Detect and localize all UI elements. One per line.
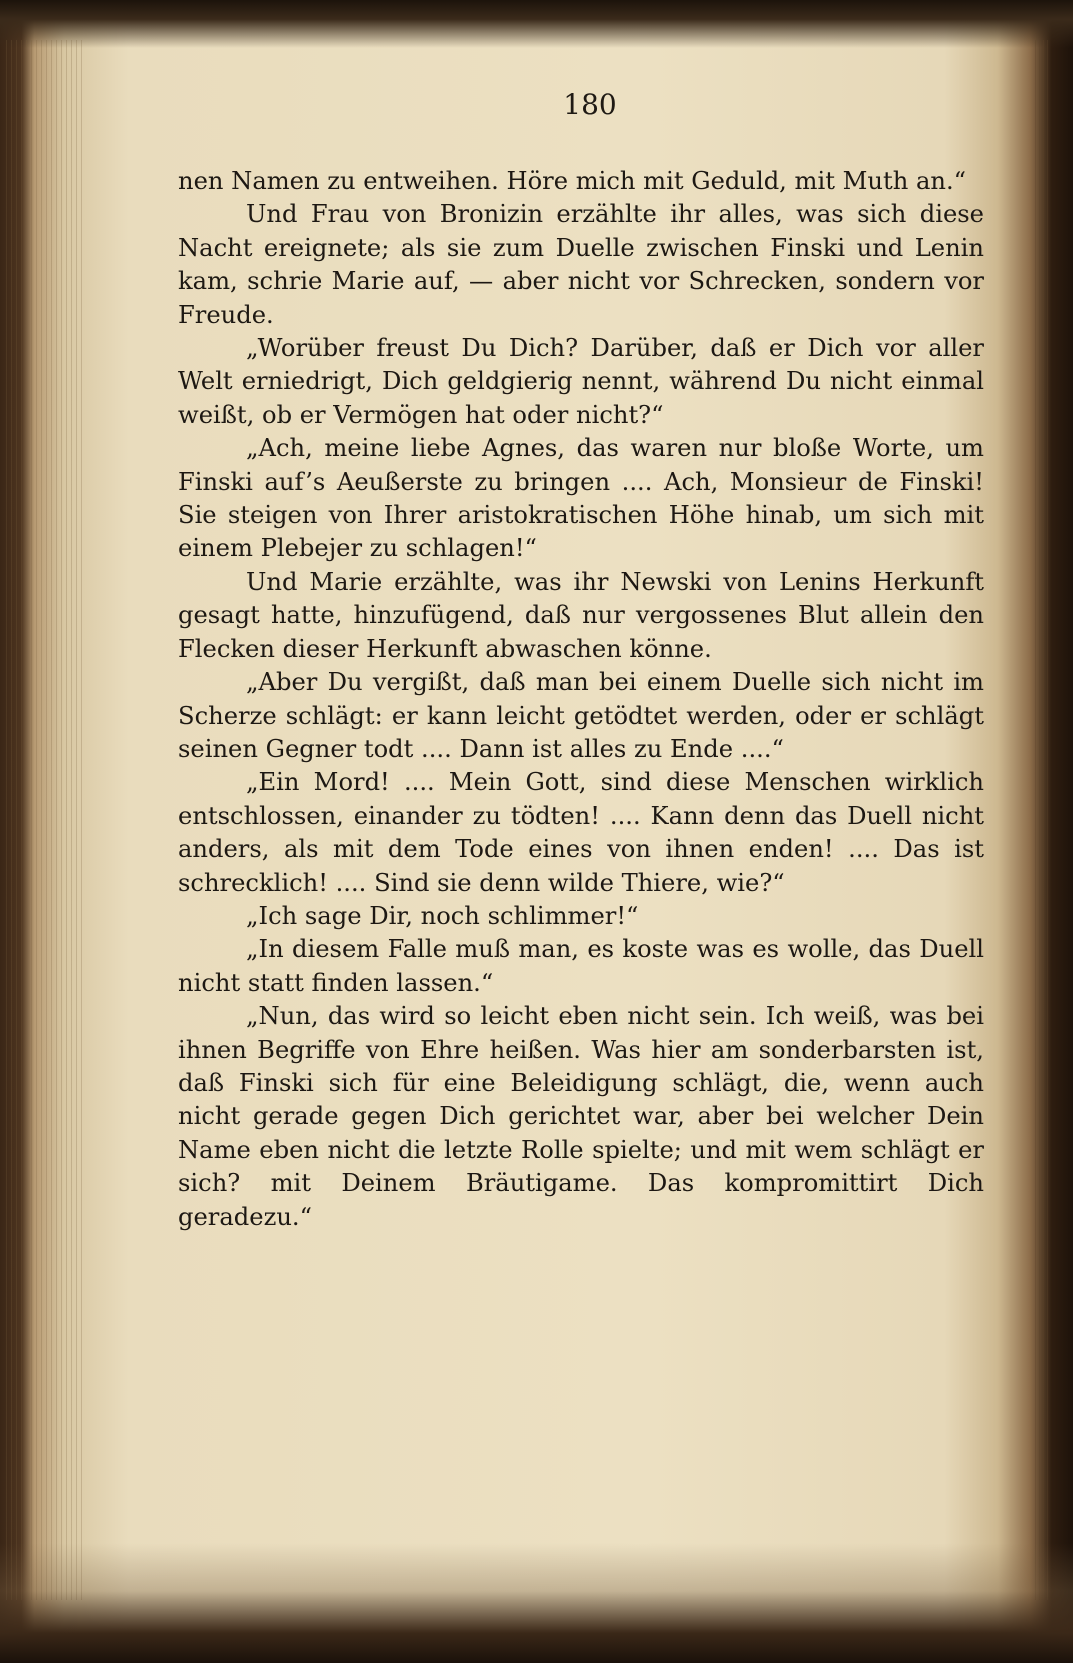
page-number: 180 [563, 88, 617, 121]
page-edges-right [1035, 40, 1051, 1600]
page-edges-left [6, 40, 86, 1600]
paragraph: Und Frau von Bronizin erzählte ihr alles, was sich diese Nacht ereignete; als sie zum Duelle zwischen Finski und Lenin kam, schrie Marie auf, — aber nicht vor Schrecken, sondern vor Freude. [178, 200, 984, 329]
top-shadow [0, 0, 1073, 48]
paragraph: „Ein Mord! .... Mein Gott, sind diese Menschen wirklich entschlossen, einander zu tödten! .... Kann denn das Duell nicht anders, als mit dem Tode eines von ihnen enden! .... Das ist schrecklich! .... Sind sie denn wilde Thiere, wie?“ [178, 768, 984, 897]
paragraph: „Aber Du vergißt, daß man bei einem Duelle sich nicht im Scherze schlägt: er kann leicht getödtet werden, oder er schlägt seinen Gegner todt .... Dann ist alles zu Ende ....“ [178, 668, 984, 763]
paragraph: „Ich sage Dir, noch schlimmer!“ [246, 901, 639, 930]
paragraph: „In diesem Falle muß man, es koste was es wolle, das Duell nicht statt finden lassen.“ [178, 935, 984, 997]
paragraph: „Worüber freust Du Dich? Darüber, daß er Dich vor aller Welt erniedrigt, Dich geldgierig nennt, während Du nicht einmal weißt, ob er Vermögen hat oder nicht?“ [178, 334, 984, 429]
paragraph: Und Marie erzählte, was ihr Newski von Lenins Herkunft gesagt hatte, hinzufügend, daß nur vergossenes Blut allein den Flecken dieser Herkunft abwaschen könne. [178, 567, 984, 663]
paragraph: nen Namen zu entweihen. Höre mich mit Geduld, mit Muth an.“ [178, 167, 967, 195]
body-text [178, 165, 984, 1234]
paragraph: „Nun, das wird so leicht eben nicht sein. Ich weiß, was bei ihnen Begriffe von Ehre heißen. Was hier am sonderbarsten ist, daß Finski sich für eine Beleidigung schlägt, die, wenn auch nicht gerade gegen Dich gerichtet war, aber bei welcher Dein Name eben nicht die letzte Rolle spielte; und mit wem schlägt er sich? mit Deinem Bräutigame. Das kompromittirt Dich geradezu.“ [178, 1002, 984, 1231]
paragraph: „Ach, meine liebe Agnes, das waren nur bloße Worte, um Finski auf’s Aeußerste zu bringen .... Ach, Monsieur de Finski! Sie steigen von Ihrer aristokratischen Höhe hinab, um sich mit einem Plebejer zu schlagen!“ [178, 434, 984, 563]
bottom-shadow [0, 1543, 1073, 1663]
